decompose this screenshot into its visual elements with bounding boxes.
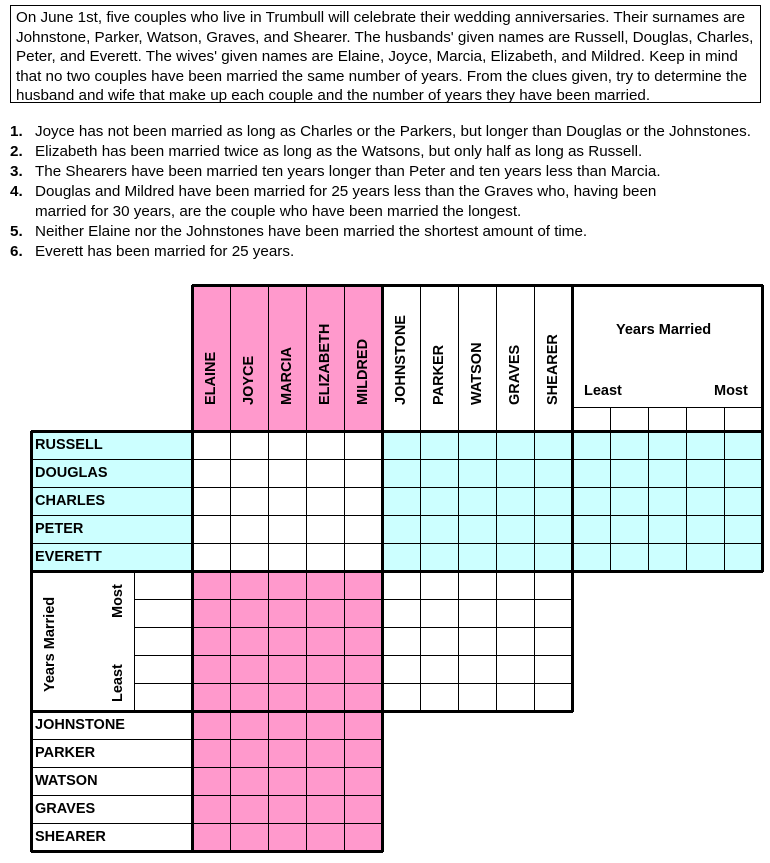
column-header-elizabeth: ELIZABETH [317,323,333,405]
grid-cell-husband-wife[interactable] [268,459,306,487]
grid-cell-husband-surname[interactable] [534,431,572,459]
grid-cell-surname-wife[interactable] [344,795,382,823]
grid-cell-husband-wife[interactable] [344,543,382,571]
column-header-johnstone: JOHNSTONE [393,315,409,405]
grid-line [458,431,459,572]
grid-cell-husband-surname[interactable] [534,515,572,543]
grid-line [30,431,33,852]
grid-line [31,739,383,740]
grid-cell-years-surname[interactable] [496,655,534,683]
grid-line [344,285,345,432]
grid-cell-years-wife[interactable] [344,627,382,655]
column-header-joyce: JOYCE [241,355,257,405]
clue-text: The Shearers have been married ten years longer than Peter and ten years less than Marcia. [35,163,661,180]
clue-item [10,222,770,242]
clue-number: 2. [10,143,23,160]
grid-cell-years-surname[interactable] [382,683,420,711]
clue-text: Everett has been married for 25 years. [35,243,295,260]
grid-line [31,767,383,768]
grid-line [496,285,497,432]
column-header-graves: GRAVES [507,344,523,405]
grid-cell-surname-wife[interactable] [344,767,382,795]
grid-cell-surname-wife[interactable] [230,795,268,823]
grid-line [306,285,307,432]
grid-cell-years-surname[interactable] [534,571,572,599]
grid-cell-husband-wife[interactable] [306,431,344,459]
grid-cell-husband-surname[interactable] [382,459,420,487]
grid-cell-years-wife[interactable] [230,627,268,655]
clue-item [10,182,770,222]
grid-cell-husband-surname[interactable] [496,515,534,543]
grid-cell-surname-wife[interactable] [306,739,344,767]
years-married-header-title: Years Married [616,322,712,338]
grid-line [134,683,573,684]
column-header-elaine: ELAINE [203,351,219,405]
grid-cell-surname-wife[interactable] [230,823,268,851]
clue-item [10,142,770,162]
years-married-side-title: Years Married [42,596,58,692]
grid-line [724,407,725,432]
grid-cell-surname-wife[interactable] [344,711,382,739]
grid-cell-husband-wife[interactable] [268,431,306,459]
grid-cell-surname-wife[interactable] [192,795,230,823]
grid-line [344,431,345,572]
grid-line [31,570,763,573]
grid-cell-husband-surname[interactable] [496,543,534,571]
grid-line [230,571,231,712]
grid-cell-husband-years[interactable] [724,487,762,515]
grid-line [610,431,611,572]
years-most-label: Most [714,383,748,399]
grid-cell-surname-wife[interactable] [192,711,230,739]
years-most-side-label: Most [110,584,126,618]
grid-cell-surname-wife[interactable] [192,767,230,795]
grid-cell-husband-surname[interactable] [496,459,534,487]
grid-cell-years-surname[interactable] [458,683,496,711]
grid-cell-husband-years[interactable] [724,543,762,571]
grid-cell-husband-years[interactable] [610,459,648,487]
clue-text: Douglas and Mildred have been married for 25 years less than the Graves who, having been [35,183,657,200]
grid-cell-husband-years[interactable] [724,459,762,487]
grid-line [134,655,573,656]
grid-cell-surname-wife[interactable] [306,795,344,823]
years-least-side-label: Least [110,664,126,702]
grid-cell-years-wife[interactable] [230,655,268,683]
grid-line [496,431,497,572]
grid-cell-husband-surname[interactable] [382,431,420,459]
grid-cell-husband-wife[interactable] [268,487,306,515]
column-header-mildred: MILDRED [355,338,371,405]
clue-item [10,122,770,142]
grid-cell-husband-wife[interactable] [230,459,268,487]
grid-cell-surname-wife[interactable] [230,711,268,739]
clue-item [10,162,770,182]
grid-cell-husband-wife[interactable] [268,515,306,543]
grid-cell-husband-wife[interactable] [230,487,268,515]
grid-cell-husband-surname[interactable] [382,515,420,543]
grid-line [344,571,345,712]
row-label-charles: CHARLES [35,493,106,509]
grid-cell-husband-surname[interactable] [420,459,458,487]
grid-cell-years-surname[interactable] [420,599,458,627]
grid-line [31,850,383,853]
grid-line [571,285,574,712]
grid-cell-husband-years[interactable] [572,515,610,543]
grid-line [534,431,535,572]
grid-cell-years-wife[interactable] [344,683,382,711]
grid-cell-years-wife[interactable] [192,571,230,599]
grid-line [268,431,269,572]
years-least-label: Least [584,383,622,399]
grid-line [268,571,269,712]
clue-number: 1. [10,123,23,140]
grid-cell-husband-wife[interactable] [230,431,268,459]
grid-cell-years-surname[interactable] [496,683,534,711]
grid-cell-husband-wife[interactable] [192,431,230,459]
grid-cell-husband-surname[interactable] [382,487,420,515]
grid-cell-husband-surname[interactable] [420,515,458,543]
grid-cell-years-surname[interactable] [420,627,458,655]
row-label-russell: RUSSELL [35,437,103,453]
row-label-shearer: SHEARER [35,829,106,845]
grid-cell-husband-years[interactable] [610,487,648,515]
grid-cell-years-wife[interactable] [268,599,306,627]
grid-line [31,430,763,433]
grid-line [134,599,573,600]
grid-line [572,407,763,408]
grid-cell-husband-wife[interactable] [344,431,382,459]
grid-cell-years-surname[interactable] [534,627,572,655]
grid-line [534,285,535,432]
grid-line [230,711,231,852]
grid-cell-years-wife[interactable] [306,655,344,683]
grid-cell-years-surname[interactable] [496,599,534,627]
grid-cell-husband-surname[interactable] [420,487,458,515]
grid-cell-surname-wife[interactable] [230,739,268,767]
grid-line [268,711,269,852]
row-label-everett: EVERETT [35,549,102,565]
grid-line [458,571,459,712]
grid-line [31,795,383,796]
grid-line [420,431,421,572]
grid-cell-husband-surname[interactable] [420,543,458,571]
grid-line [31,487,763,488]
grid-line [420,285,421,432]
row-label-peter: PETER [35,521,84,537]
grid-cell-husband-years[interactable] [648,459,686,487]
grid-cell-surname-wife[interactable] [268,767,306,795]
grid-line [724,431,725,572]
grid-cell-husband-wife[interactable] [268,543,306,571]
grid-cell-surname-wife[interactable] [306,711,344,739]
grid-cell-husband-surname[interactable] [458,543,496,571]
clue-number: 6. [10,243,23,260]
grid-line [496,571,497,712]
grid-cell-husband-wife[interactable] [230,515,268,543]
clue-text-continued: married for 30 years, are the couple who have been married the longest. [35,203,522,220]
years-side-row [134,599,192,627]
grid-cell-husband-wife[interactable] [306,543,344,571]
clue-list [10,122,770,262]
grid-cell-husband-wife[interactable] [344,515,382,543]
grid-cell-surname-wife[interactable] [306,767,344,795]
grid-cell-husband-years[interactable] [572,487,610,515]
clue-number: 4. [10,183,23,200]
grid-cell-husband-years[interactable] [610,543,648,571]
grid-line [381,285,384,852]
grid-cell-years-wife[interactable] [268,627,306,655]
grid-line [648,407,649,432]
grid-cell-years-surname[interactable] [382,571,420,599]
row-label-parker: PARKER [35,745,96,761]
grid-cell-husband-wife[interactable] [230,543,268,571]
grid-cell-years-wife[interactable] [192,655,230,683]
grid-line [230,431,231,572]
grid-cell-husband-years[interactable] [686,515,724,543]
grid-cell-years-wife[interactable] [230,599,268,627]
grid-cell-husband-wife[interactable] [192,543,230,571]
grid-cell-years-wife[interactable] [344,655,382,683]
grid-line [420,571,421,712]
grid-cell-husband-surname[interactable] [382,543,420,571]
grid-cell-years-wife[interactable] [344,571,382,599]
grid-cell-husband-surname[interactable] [420,431,458,459]
grid-cell-husband-years[interactable] [686,543,724,571]
grid-cell-husband-years[interactable] [648,515,686,543]
grid-cell-years-surname[interactable] [534,683,572,711]
grid-cell-husband-years[interactable] [686,431,724,459]
column-header-shearer: SHEARER [545,334,561,405]
grid-cell-surname-wife[interactable] [344,823,382,851]
grid-cell-surname-wife[interactable] [306,823,344,851]
grid-line [306,711,307,852]
grid-cell-surname-wife[interactable] [268,711,306,739]
grid-cell-husband-wife[interactable] [306,515,344,543]
grid-cell-husband-wife[interactable] [344,459,382,487]
clue-text: Joyce has not been married as long as Charles or the Parkers, but longer than Douglas or the Johnstones. [35,123,751,140]
grid-cell-years-surname[interactable] [458,599,496,627]
grid-cell-husband-years[interactable] [648,543,686,571]
grid-cell-years-wife[interactable] [306,599,344,627]
grid-line [134,627,573,628]
grid-cell-years-wife[interactable] [230,683,268,711]
column-header-watson: WATSON [469,342,485,405]
row-label-douglas: DOUGLAS [35,465,108,481]
grid-cell-surname-wife[interactable] [192,739,230,767]
grid-cell-husband-wife[interactable] [306,459,344,487]
grid-cell-years-wife[interactable] [192,599,230,627]
grid-cell-years-wife[interactable] [268,655,306,683]
grid-cell-husband-years[interactable] [686,459,724,487]
grid-cell-surname-wife[interactable] [268,823,306,851]
grid-line [268,285,269,432]
grid-line [344,711,345,852]
grid-line [31,823,383,824]
grid-cell-surname-wife[interactable] [344,739,382,767]
clue-number: 5. [10,223,23,240]
grid-line [192,284,763,287]
grid-cell-years-surname[interactable] [534,655,572,683]
grid-cell-husband-surname[interactable] [458,487,496,515]
grid-cell-years-wife[interactable] [268,683,306,711]
years-side-row [134,627,192,655]
grid-cell-years-wife[interactable] [306,683,344,711]
grid-cell-husband-wife[interactable] [192,459,230,487]
grid-cell-husband-surname[interactable] [458,459,496,487]
grid-cell-husband-surname[interactable] [458,431,496,459]
column-header-marcia: MARCIA [279,347,295,405]
grid-cell-husband-surname[interactable] [534,487,572,515]
clue-text: Elizabeth has been married twice as long as the Watsons, but only half as long as Russell. [35,143,643,160]
grid-line [686,431,687,572]
grid-line [134,571,135,712]
grid-cell-husband-years[interactable] [572,459,610,487]
grid-cell-years-surname[interactable] [382,627,420,655]
grid-cell-husband-years[interactable] [648,431,686,459]
column-header-parker: PARKER [431,344,447,405]
clue-number: 3. [10,163,23,180]
grid-line [534,571,535,712]
grid-cell-husband-years[interactable] [572,431,610,459]
grid-cell-years-wife[interactable] [344,599,382,627]
grid-line [458,285,459,432]
grid-cell-years-wife[interactable] [306,627,344,655]
grid-line [648,431,649,572]
grid-cell-husband-years[interactable] [572,543,610,571]
years-header-block [572,285,762,431]
grid-cell-years-wife[interactable] [230,571,268,599]
grid-cell-husband-years[interactable] [610,515,648,543]
grid-cell-husband-years[interactable] [610,431,648,459]
grid-cell-years-wife[interactable] [192,627,230,655]
years-side-row [134,655,192,683]
grid-line [306,431,307,572]
grid-cell-years-surname[interactable] [382,599,420,627]
grid-line [31,515,763,516]
grid-cell-husband-years[interactable] [648,487,686,515]
row-label-watson: WATSON [35,773,98,789]
grid-cell-years-wife[interactable] [268,571,306,599]
grid-cell-years-wife[interactable] [192,683,230,711]
grid-line [230,285,231,432]
grid-line [31,710,573,713]
grid-cell-years-surname[interactable] [420,655,458,683]
row-label-graves: GRAVES [35,801,96,817]
grid-cell-husband-surname[interactable] [496,487,534,515]
grid-cell-husband-surname[interactable] [496,431,534,459]
grid-cell-husband-wife[interactable] [306,487,344,515]
grid-line [610,407,611,432]
grid-cell-husband-surname[interactable] [458,515,496,543]
grid-cell-husband-years[interactable] [724,515,762,543]
intro-paragraph: On June 1st, five couples who live in Trumbull will celebrate their wedding anniversaries. Their surnames are Johnstone, Parker, Watson, Graves, and Shearer. The husbands' given names are Russell, Douglas, Charles, Peter, and Everett. The wives' given names are Elaine, Joyce, Marcia, Elizabeth, and Mildred. Keep in mind that no two couples have been married the same number of years. From the clues given, try to determine the husband and wife that make up each couple and the number of years they have been married. [10,5,761,103]
grid-cell-years-surname[interactable] [420,571,458,599]
grid-cell-years-surname[interactable] [534,599,572,627]
grid-cell-husband-wife[interactable] [192,487,230,515]
grid-cell-surname-wife[interactable] [268,739,306,767]
grid-cell-husband-years[interactable] [686,487,724,515]
grid-cell-husband-wife[interactable] [344,487,382,515]
grid-cell-years-surname[interactable] [458,571,496,599]
grid-cell-years-surname[interactable] [496,571,534,599]
grid-cell-years-surname[interactable] [382,655,420,683]
grid-cell-years-surname[interactable] [420,683,458,711]
grid-cell-husband-surname[interactable] [534,459,572,487]
grid-cell-years-surname[interactable] [458,655,496,683]
grid-cell-surname-wife[interactable] [268,795,306,823]
years-side-row [134,571,192,599]
row-label-johnstone: JOHNSTONE [35,717,125,733]
grid-cell-husband-years[interactable] [724,431,762,459]
grid-line [306,571,307,712]
grid-cell-years-surname[interactable] [496,627,534,655]
grid-cell-surname-wife[interactable] [192,823,230,851]
grid-cell-years-surname[interactable] [458,627,496,655]
grid-line [31,459,763,460]
grid-cell-husband-surname[interactable] [534,543,572,571]
clue-item [10,242,770,262]
grid-line [761,285,764,572]
grid-cell-surname-wife[interactable] [230,767,268,795]
years-side-row [134,683,192,711]
grid-cell-years-wife[interactable] [306,571,344,599]
clue-text: Neither Elaine nor the Johnstones have been married the shortest amount of time. [35,223,588,240]
grid-line [31,543,763,544]
grid-cell-husband-wife[interactable] [192,515,230,543]
grid-line [191,285,194,852]
grid-line [686,407,687,432]
